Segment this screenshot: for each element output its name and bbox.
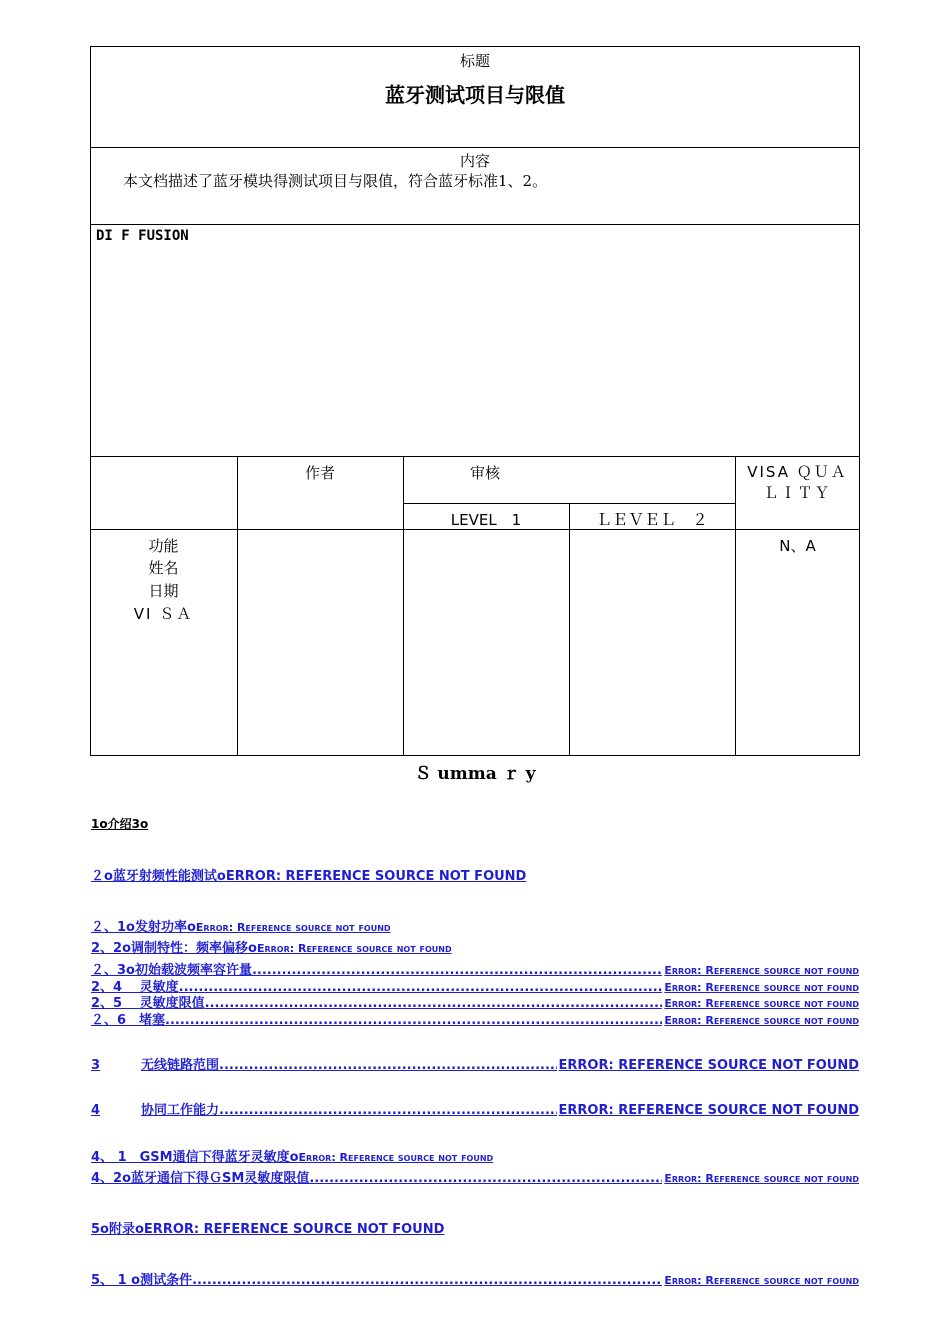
toc-text: 2、2ο调制特性：频率偏移ο	[91, 941, 257, 956]
toc-entry-2-6[interactable]	[91, 1009, 859, 1028]
toc-entry-1[interactable]	[91, 815, 859, 832]
row-label-visa: VI ＳＡ	[133, 605, 194, 623]
toc-error: Error: Reference source not found	[664, 1014, 859, 1027]
toc-num: 4	[91, 1103, 101, 1118]
review-header: 审核	[470, 464, 501, 482]
toc-text: ２、1ο发射功率ο	[91, 920, 196, 935]
toc-entry-2-1[interactable]	[91, 916, 859, 935]
page-title: 蓝牙测试项目与限值	[385, 83, 565, 107]
toc-text: ２、6 堵塞	[91, 1013, 166, 1028]
toc-entry-4-2[interactable]	[91, 1167, 859, 1186]
toc-error: Error: Reference source not found	[256, 942, 452, 955]
visa-quality-header: VISA ＱＵＡ ＬＩＴＹ	[747, 463, 848, 502]
toc-text: 4、 1 GSM通信下得蓝牙灵敏度ο	[91, 1150, 299, 1165]
toc-error: Error: Reference source not found	[664, 981, 859, 994]
toc-error: Error: Reference source not found	[664, 1172, 859, 1185]
toc-error: ERROR: REFERENCE SOURCE NOT FOUND	[558, 1058, 859, 1073]
toc-error: Error: Reference source not found	[195, 921, 391, 934]
toc-entry-5[interactable]	[91, 1218, 859, 1237]
toc-text: ２ο蓝牙射频性能测试ο	[91, 869, 226, 884]
toc-error: Error: Reference source not found	[664, 997, 859, 1010]
toc-text: 5、 1 ο测试条件	[91, 1273, 193, 1288]
divider	[735, 456, 736, 756]
title-label: 标题	[459, 52, 490, 70]
toc-text: 1ο介绍3ο	[91, 817, 149, 831]
diffusion-label: DI F FUSION	[96, 228, 189, 244]
toc-error: ERROR: REFERENCE SOURCE NOT FOUND	[558, 1103, 859, 1118]
toc-error: Error: Reference source not found	[664, 1274, 859, 1287]
toc-entry-5-1[interactable]	[91, 1269, 859, 1288]
divider	[90, 224, 860, 225]
toc-text: 协同工作能力	[141, 1103, 220, 1118]
toc-entry-4[interactable]	[91, 1099, 859, 1118]
row-label-function: 功能	[148, 537, 179, 555]
level1-header: LEVEL 1	[450, 511, 522, 529]
toc-entry-3[interactable]	[91, 1054, 859, 1073]
content-label: 内容	[459, 152, 490, 170]
toc-num: 3	[91, 1058, 101, 1073]
toc-entry-4-1[interactable]	[91, 1146, 859, 1165]
toc-error: ERROR: REFERENCE SOURCE NOT FOUND	[225, 869, 527, 884]
row-label-date: 日期	[148, 582, 179, 600]
toc-error: Error: Reference source not found	[664, 964, 859, 977]
author-header: 作者	[304, 464, 335, 482]
toc-text: ２、3ο初始载波频率容许量	[91, 963, 252, 978]
toc-text: 无线链路范围	[141, 1058, 220, 1073]
toc-text: 5ο附录ο	[91, 1222, 144, 1237]
content-text: 本文档描述了蓝牙模块得测试项目与限值，符合蓝牙标准1、2。	[123, 172, 548, 190]
toc-entry-2[interactable]	[91, 865, 859, 884]
divider	[403, 456, 404, 756]
na-value: N、A	[779, 537, 816, 555]
toc-text: 4、2ο蓝牙通信下得ＧSM灵敏度限值	[91, 1171, 310, 1186]
divider	[90, 456, 860, 457]
divider	[90, 147, 860, 148]
level2-header: ＬＥＶＥＬ ２	[595, 510, 708, 529]
toc-error: Error: Reference source not found	[298, 1151, 494, 1164]
toc-entry-2-2[interactable]	[91, 937, 859, 956]
toc-text: 2、5 灵敏度限值	[91, 996, 205, 1011]
divider	[569, 503, 570, 756]
summary-heading: Ｓ umma ｒ y	[414, 764, 536, 784]
toc-error: ERROR: REFERENCE SOURCE NOT FOUND	[143, 1222, 445, 1237]
row-label-name: 姓名	[148, 559, 179, 577]
divider	[237, 456, 238, 756]
toc-text: 2、4 灵敏度	[91, 980, 179, 995]
